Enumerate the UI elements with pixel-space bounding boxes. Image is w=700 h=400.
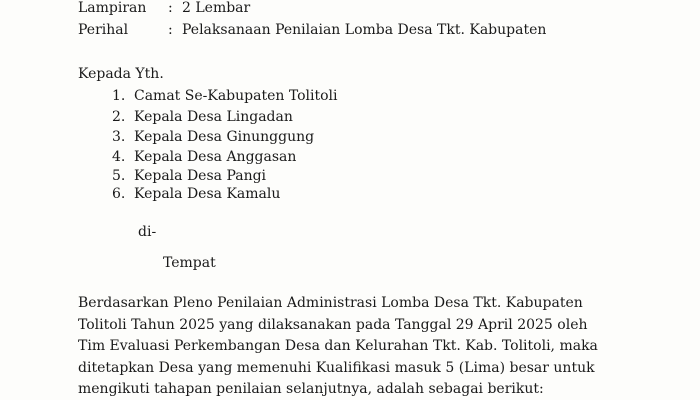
- body-paragraph-line: Tim Evaluasi Perkembangan Desa dan Kelurahan Tkt. Kab. Tolitoli, maka: [78, 338, 598, 354]
- recipient-name: Kepala Desa Ginunggung: [134, 129, 315, 145]
- recipient-item: [112, 184, 280, 204]
- lampiran-colon: :: [168, 0, 173, 16]
- recipient-number: 3.: [112, 129, 126, 145]
- lampiran-value: 2 Lembar: [182, 0, 251, 16]
- body-paragraph-line: ditetapkan Desa yang memenuhi Kualifikasi masuk 5 (Lima) besar untuk: [78, 360, 595, 376]
- body-paragraph-line: mengikuti tahapan penilaian selanjutnya, adalah sebagai berikut:: [78, 381, 544, 397]
- recipient-item: [112, 127, 314, 147]
- lampiran-label: Lampiran: [78, 0, 147, 16]
- perihal-label: Perihal: [78, 22, 129, 38]
- recipient-number: 6.: [112, 186, 126, 202]
- tempat-label: Tempat: [163, 255, 216, 271]
- recipient-number: 5.: [112, 168, 126, 184]
- recipient-item: [112, 166, 266, 186]
- kepada-yth: Kepada Yth.: [78, 66, 164, 82]
- recipient-number: 4.: [112, 149, 126, 165]
- recipient-number: 1.: [112, 88, 126, 104]
- recipient-name: Kepala Desa Kamalu: [134, 186, 281, 202]
- recipient-item: [112, 107, 293, 127]
- recipient-name: Camat Se-Kabupaten Tolitoli: [134, 88, 338, 104]
- recipient-name: Kepala Desa Anggasan: [134, 149, 297, 165]
- recipient-name: Kepala Desa Lingadan: [134, 109, 293, 125]
- body-paragraph-line: Tolitoli Tahun 2025 yang dilaksanakan pada Tanggal 29 April 2025 oleh: [78, 317, 588, 333]
- recipient-item: [112, 147, 296, 167]
- di-label: di-: [138, 224, 157, 240]
- perihal-value: Pelaksanaan Penilaian Lomba Desa Tkt. Kabupaten: [182, 22, 547, 38]
- body-paragraph-line: Berdasarkan Pleno Penilaian Administrasi Lomba Desa Tkt. Kabupaten: [78, 295, 583, 311]
- recipient-name: Kepala Desa Pangi: [134, 168, 267, 184]
- perihal-colon: :: [168, 22, 173, 38]
- recipient-number: 2.: [112, 109, 126, 125]
- recipient-item: [112, 86, 337, 106]
